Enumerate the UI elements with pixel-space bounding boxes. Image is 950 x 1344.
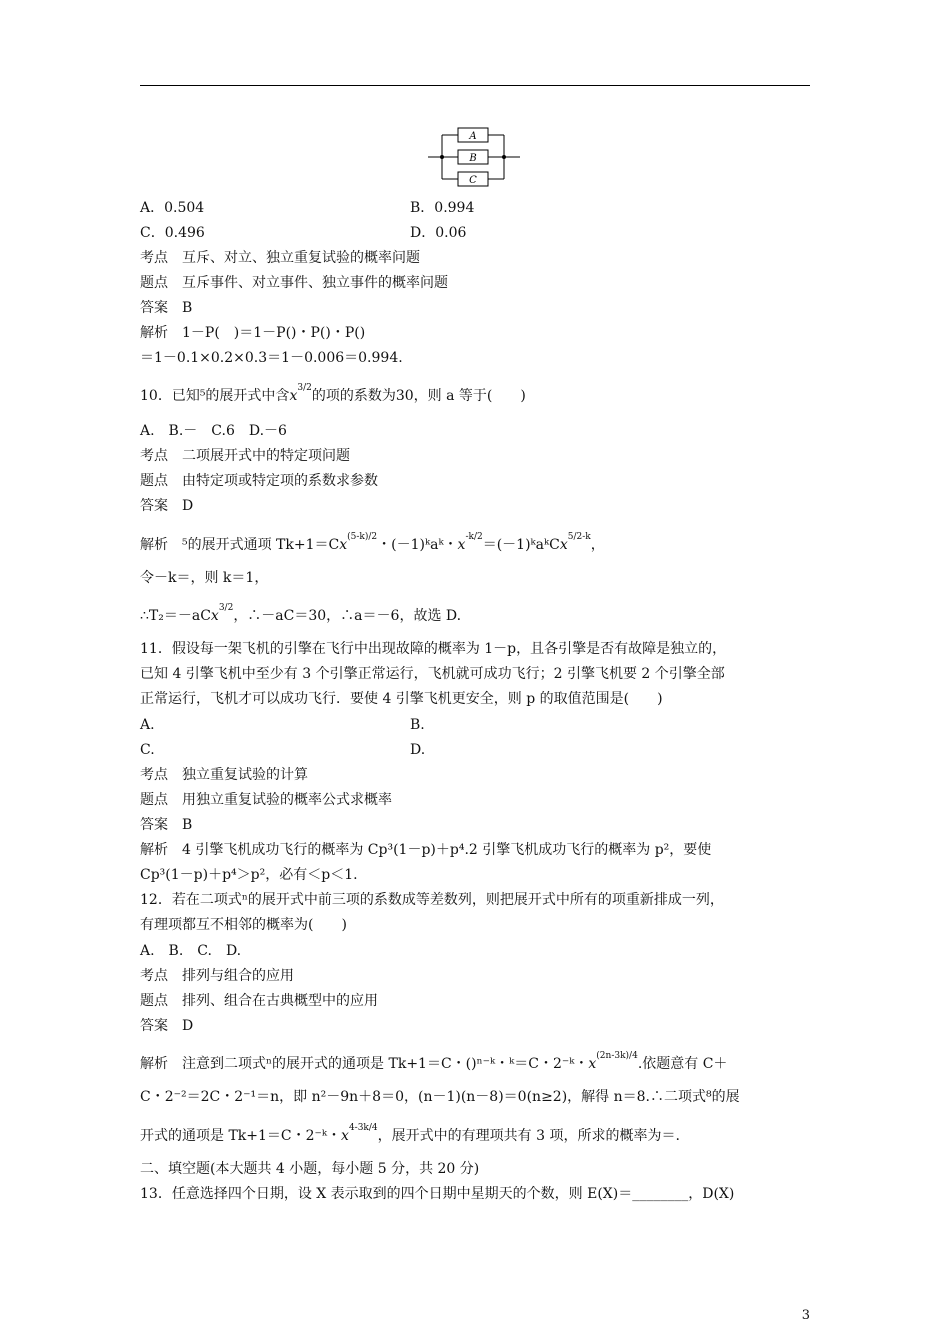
exp-5: 3/2 [218, 603, 234, 613]
q9-analysis-2: ＝1－0.1×0.2×0.3＝1－0.006＝0.994. [140, 350, 403, 366]
q10-stem: 10．已知⁵的展开式中含x3/2的项的系数为30，则 a 等于( ) [140, 383, 526, 404]
q9-option-c: C．0.496 [140, 225, 205, 241]
q11-option-a: A. [140, 717, 155, 733]
q12-kaodian: 考点 排列与组合的应用 [140, 968, 294, 984]
q11-option-d: D. [410, 742, 426, 758]
q11-stem-2: 已知 4 引擎飞机中至少有 3 个引擎正常运行，飞机就可成功飞行；2 引擎飞机要 2 个引擎全部 [140, 666, 725, 682]
label-a: A [469, 131, 477, 142]
label-b: B [469, 153, 477, 164]
exp-1: 3/2 [297, 383, 312, 393]
q11-stem-3: 正常运行，飞机才可以成功飞行．要使 4 引擎飞机更安全，则 p 的取值范围是( ) [140, 691, 663, 707]
header-rule [140, 85, 810, 86]
q11-tidian: 题点 用独立重复试验的概率公式求概率 [140, 792, 392, 808]
exp-7: 4-3k/4 [348, 1123, 378, 1133]
q9-analysis-1: 解析 1－P( )＝1－P()・P()・P() [140, 325, 366, 341]
parallel-circuit-diagram [428, 124, 520, 188]
q9-option-d: D．0.06 [410, 225, 467, 241]
exp-2: (5-k)/2 [347, 532, 378, 542]
q10-tidian: 题点 由特定项或特定项的系数求参数 [140, 473, 378, 489]
exp-4: 5/2-k [567, 532, 591, 542]
q11-kaodian: 考点 独立重复试验的计算 [140, 767, 308, 783]
q11-option-b: B. [410, 717, 425, 733]
q11-analysis-2: Cp³(1－p)＋p⁴＞p²，必有＜p＜1. [140, 867, 358, 883]
q11-stem-1: 11．假设每一架飞机的引擎在飞行中出现故障的概率为 1－p，且各引擎是否有故障是独立的， [140, 641, 727, 657]
q9-option-b: B．0.994 [410, 200, 475, 216]
q11-option-c: C. [140, 742, 155, 758]
q10-analysis-1: 解析 ⁵的展开式通项 Tk+1＝Cx(5-k)/2・(－1)ᵏaᵏ・x-k/2＝(－1)ᵏaᵏCx5/2-k， [140, 532, 605, 553]
q10-analysis-3: ∴T₂＝－aCx3/2，∴－aC＝30，∴a＝－6，故选 D. [140, 603, 462, 624]
q9-tidian: 题点 互斥事件、对立事件、独立事件的概率问题 [140, 275, 448, 291]
q12-options: A. B. C. D. [140, 943, 242, 959]
q10-answer: 答案 D [140, 498, 194, 514]
q12-answer: 答案 D [140, 1018, 194, 1034]
q12-analysis-3: 开式的通项是 Tk+1＝C・2⁻ᵏ・x4-3k/4，展开式中的有理项共有 3 项，所求的概率为＝. [140, 1123, 680, 1144]
page-number: 3 [801, 1308, 810, 1323]
q11-analysis-1: 解析 4 引擎飞机成功飞行的概率为 Cp³(1－p)＋p⁴.2 引擎飞机成功飞行的概率为 p²，要使 [140, 842, 712, 858]
q12-tidian: 题点 排列、组合在古典概型中的应用 [140, 993, 378, 1009]
label-c: C [469, 175, 477, 186]
q10-kaodian: 考点 二项展开式中的特定项问题 [140, 448, 350, 464]
q12-stem-1: 12．若在二项式ⁿ的展开式中前三项的系数成等差数列，则把展开式中所有的项重新排成一列， [140, 892, 724, 908]
q12-stem-2: 有理项都互不相邻的概率为( ) [140, 917, 347, 933]
q10-analysis-2: 令－k＝，则 k＝1， [140, 570, 269, 586]
q11-answer: 答案 B [140, 817, 193, 833]
q12-analysis-2: C・2⁻²＝2C・2⁻¹＝n，即 n²－9n＋8＝0，(n－1)(n－8)＝0(n≥2)，解得 n＝8.∴二项式⁸的展 [140, 1089, 740, 1105]
exp-3: -k/2 [465, 532, 483, 542]
q9-answer: 答案 B [140, 300, 193, 316]
q10-options: A. B.－ C.6 D.－6 [140, 423, 287, 439]
q9-option-a: A．0.504 [140, 200, 205, 216]
q13-stem: 13．任意选择四个日期，设 X 表示取到的四个日期中星期天的个数，则 E(X)＝________，D(X) [140, 1186, 735, 1202]
exp-6: (2n-3k)/4 [596, 1051, 638, 1061]
q9-kaodian: 考点 互斥、对立、独立重复试验的概率问题 [140, 250, 420, 266]
section-2-heading: 二、填空题(本大题共 4 小题，每小题 5 分，共 20 分) [140, 1161, 480, 1177]
q12-analysis-1: 解析 注意到二项式ⁿ的展开式的通项是 Tk+1＝C・()ⁿ⁻ᵏ・ᵏ＝C・2⁻ᵏ・x(2n-3k)/4.依题意有 C＋ [140, 1051, 728, 1072]
